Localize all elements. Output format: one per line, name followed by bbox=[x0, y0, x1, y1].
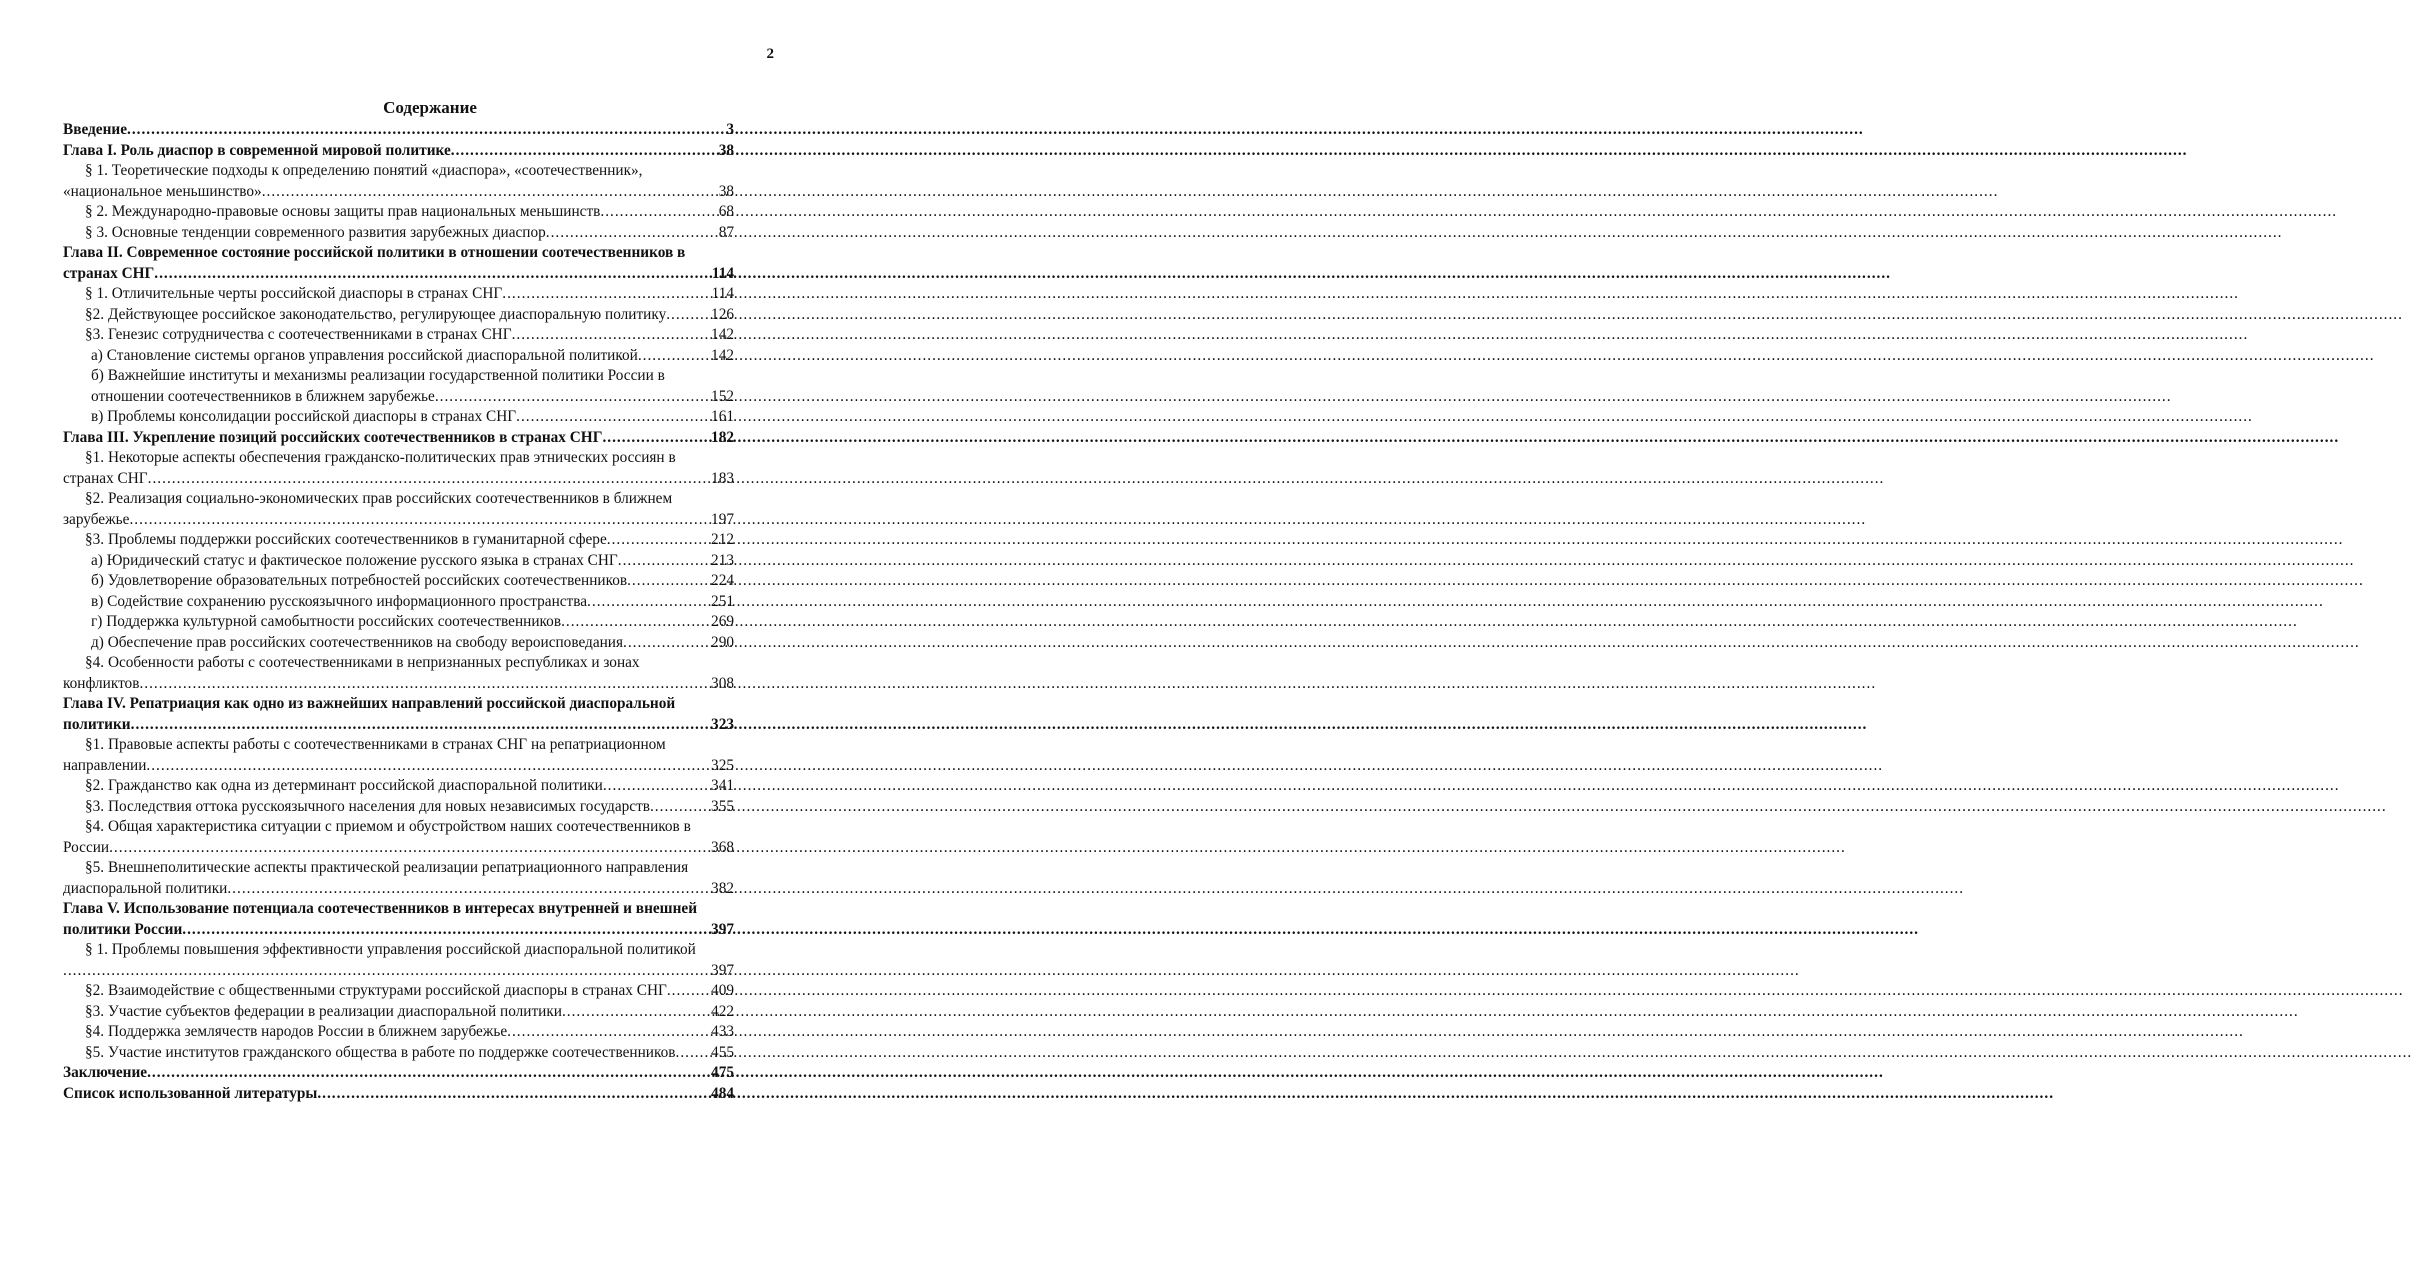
toc-entry-text: §4. Поддержка землячеств народов России в ближнем зарубежье bbox=[85, 1023, 508, 1040]
toc-page-number: 409 bbox=[711, 982, 734, 999]
dot-leader bbox=[561, 612, 711, 633]
toc-entry-text: б) Важнейшие институты и механизмы реализации государственной политики России в bbox=[91, 367, 665, 384]
toc-entry-text: странах СНГ bbox=[63, 264, 155, 282]
toc-entry-text: «национальное меньшинство» bbox=[63, 182, 262, 200]
toc-entry-text: §2. Реализация социально-экономических прав российских соотечественников в ближнем bbox=[85, 490, 673, 507]
toc-chapter-entry bbox=[63, 120, 734, 141]
toc-chapter-entry bbox=[63, 141, 734, 162]
toc-page-number: 323 bbox=[711, 715, 734, 733]
toc-entry-text: Введение bbox=[63, 121, 127, 138]
toc-page-number: 269 bbox=[711, 613, 734, 630]
toc-subsection-entry bbox=[63, 366, 734, 407]
toc-page-number: 341 bbox=[711, 777, 734, 794]
toc-section-entry bbox=[63, 797, 734, 818]
toc-entry-text: §3. Проблемы поддержки российских соотечественников в гуманитарной сфере bbox=[85, 531, 607, 548]
toc-chapter-entry bbox=[63, 1063, 734, 1084]
dot-leader bbox=[600, 202, 718, 223]
toc-entry-text: г) Поддержка культурной самобытности российских соотечественников bbox=[91, 613, 562, 630]
dot-leader bbox=[262, 182, 719, 203]
dot-leader bbox=[602, 428, 711, 449]
toc-page-number: 183 bbox=[711, 469, 734, 487]
toc-section-entry bbox=[63, 448, 734, 489]
toc-entry-text: §1. Правовые аспекты работы с соотечественниками в странах СНГ на репатриационном bbox=[85, 736, 666, 753]
dot-leader bbox=[562, 1002, 711, 1023]
toc-subsection-entry bbox=[63, 633, 734, 654]
dot-leader bbox=[451, 141, 719, 162]
toc-entry-text: Список использованной литературы bbox=[63, 1084, 318, 1102]
toc-section-entry bbox=[63, 202, 734, 223]
toc-section-entry bbox=[63, 161, 734, 202]
dot-leader bbox=[666, 305, 711, 326]
dot-leader bbox=[127, 120, 726, 141]
toc-page-number: 355 bbox=[711, 797, 734, 815]
toc-page-number: 142 bbox=[711, 346, 734, 364]
dot-leader bbox=[227, 879, 711, 900]
toc-entry-text: §1. Некоторые аспекты обеспечения гражданско-политических прав этнических россиян в bbox=[85, 449, 676, 466]
dot-leader bbox=[109, 838, 711, 859]
toc-chapter-entry bbox=[63, 428, 734, 449]
dot-leader bbox=[546, 223, 719, 244]
dot-leader bbox=[650, 797, 711, 818]
toc-entry-text: Глава II. Современное состояние российской политики в отношении соотечественников в bbox=[63, 244, 686, 261]
page-number: 2 bbox=[766, 46, 774, 62]
toc-entry-text: §3. Генезис сотрудничества с соотечественниками в странах СНГ bbox=[85, 326, 512, 343]
toc-page-number: 397 bbox=[711, 961, 734, 979]
dot-leader bbox=[154, 264, 712, 285]
toc-section-entry bbox=[63, 858, 734, 899]
dot-leader bbox=[618, 551, 711, 572]
toc-page-number: 152 bbox=[711, 387, 734, 405]
toc-entry-text: §4. Общая характеристика ситуации с приемом и обустройством наших соотечественников в bbox=[85, 818, 691, 835]
toc-page-number: 161 bbox=[711, 408, 734, 425]
toc-entry-text: Заключение bbox=[63, 1064, 148, 1081]
toc-entry-text: б) Удовлетворение образовательных потребностей российских соотечественников bbox=[91, 572, 628, 589]
dot-leader bbox=[129, 510, 711, 531]
toc-entry-text: § 1. Теоретические подходы к определению понятий «диаспора», «соотечественник», bbox=[85, 162, 643, 179]
toc-page-number: 126 bbox=[711, 305, 734, 323]
dot-leader bbox=[667, 981, 711, 1002]
toc-page-number: 308 bbox=[711, 674, 734, 692]
dot-leader bbox=[182, 920, 711, 941]
dot-leader bbox=[603, 776, 711, 797]
toc-page-number: 325 bbox=[711, 756, 734, 774]
dot-leader bbox=[131, 715, 711, 736]
toc-page-number: 87 bbox=[718, 223, 734, 241]
toc-entry-text: отношении соотечественников в ближнем зарубежье bbox=[91, 387, 435, 405]
toc-entry-text: в) Проблемы консолидации российской диаспоры в странах СНГ bbox=[91, 408, 517, 425]
toc-entry-text: §2. Взаимодействие с общественными структурами российской диаспоры в странах СНГ bbox=[85, 982, 667, 999]
toc-page-number: 422 bbox=[711, 1002, 734, 1020]
toc-entry-text: а) Юридический статус и фактическое положение русского языка в странах СНГ bbox=[91, 551, 618, 569]
toc-entry-text: политики России bbox=[63, 920, 183, 938]
toc-page-number: 68 bbox=[718, 203, 734, 220]
toc-section-entry bbox=[63, 940, 734, 981]
toc-page-number: 290 bbox=[711, 633, 734, 651]
toc-section-entry bbox=[63, 1043, 734, 1064]
toc-entry-text: конфликтов bbox=[63, 674, 140, 692]
toc-section-entry bbox=[63, 981, 734, 1002]
toc-title: Содержание bbox=[383, 98, 477, 117]
toc-entry-text: диаспоральной политики bbox=[63, 879, 228, 897]
toc-entry-text: Глава I. Роль диаспор в современной мировой политике bbox=[63, 141, 451, 159]
dot-leader bbox=[627, 571, 711, 592]
toc-entry-text: § 1. Отличительные черты российской диаспоры в странах СНГ bbox=[85, 285, 503, 302]
toc-page-number: 433 bbox=[711, 1023, 734, 1040]
toc-entry-text: § 3. Основные тенденции современного развития зарубежных диаспор bbox=[85, 223, 546, 241]
toc-entry-text: в) Содействие сохранению русскоязычного информационного пространства bbox=[91, 592, 588, 610]
toc-chapter-entry bbox=[63, 243, 734, 284]
table-of-contents bbox=[63, 120, 734, 1104]
dot-leader bbox=[512, 325, 711, 346]
dot-leader bbox=[317, 1084, 711, 1105]
toc-section-entry bbox=[63, 223, 734, 244]
toc-entry-text: § 2. Международно-правовые основы защиты прав национальных меньшинств bbox=[85, 203, 601, 220]
toc-subsection-entry bbox=[63, 346, 734, 367]
toc-entry-text: §5. Внешнеполитические аспекты практической реализации репатриационного направления bbox=[85, 859, 689, 876]
toc-subsection-entry bbox=[63, 407, 734, 428]
toc-chapter-entry bbox=[63, 1084, 734, 1105]
toc-page-number: 212 bbox=[711, 531, 734, 548]
dot-leader bbox=[148, 469, 711, 490]
toc-page-number: 397 bbox=[711, 920, 734, 938]
toc-page-number: 368 bbox=[711, 838, 734, 856]
toc-page-number: 197 bbox=[711, 510, 734, 528]
dot-leader bbox=[435, 387, 711, 408]
toc-section-entry bbox=[63, 653, 734, 694]
dot-leader bbox=[507, 1022, 711, 1043]
toc-page-number: 455 bbox=[711, 1043, 734, 1061]
toc-entry-text: § 1. Проблемы повышения эффективности управления российской диаспоральной политикой bbox=[85, 941, 696, 958]
toc-page-number: 382 bbox=[711, 879, 734, 897]
toc-section-entry bbox=[63, 1022, 734, 1043]
dot-leader bbox=[63, 961, 711, 982]
toc-page-number: 114 bbox=[711, 285, 734, 302]
dot-leader bbox=[623, 633, 711, 654]
toc-page-number: 142 bbox=[711, 326, 734, 343]
dot-leader bbox=[607, 530, 711, 551]
dot-leader bbox=[516, 407, 711, 428]
toc-page-number: 3 bbox=[726, 121, 734, 138]
toc-entry-text: а) Становление системы органов управления российской диаспоральной политикой bbox=[91, 346, 638, 364]
toc-entry-text: §3. Участие субъектов федерации в реализации диаспоральной политики bbox=[85, 1002, 562, 1020]
dot-leader bbox=[139, 674, 711, 695]
toc-page-number: 182 bbox=[711, 428, 734, 446]
toc-page-number: 38 bbox=[718, 141, 734, 159]
toc-section-entry bbox=[63, 489, 734, 530]
toc-entry-text: §4. Особенности работы с соотечественниками в непризнанных республиках и зонах bbox=[85, 654, 640, 671]
toc-page-number: 38 bbox=[718, 182, 734, 200]
toc-section-entry bbox=[63, 1002, 734, 1023]
toc-section-entry bbox=[63, 776, 734, 797]
toc-page-number: 251 bbox=[711, 592, 734, 610]
dot-leader bbox=[676, 1043, 712, 1064]
toc-section-entry bbox=[63, 735, 734, 776]
toc-subsection-entry bbox=[63, 571, 734, 592]
toc-entry-text: §2. Гражданство как одна из детерминант российской диаспоральной политики bbox=[85, 777, 603, 794]
toc-page-number: 114 bbox=[711, 264, 734, 282]
toc-entry-text: Глава V. Использование потенциала соотечественников в интересах внутренней и внешней bbox=[63, 900, 698, 917]
toc-chapter-entry bbox=[63, 899, 734, 940]
toc-entry-text: политики bbox=[63, 715, 131, 733]
toc-section-entry bbox=[63, 305, 734, 326]
toc-subsection-entry bbox=[63, 592, 734, 613]
toc-entry-text: Глава III. Укрепление позиций российских соотечественников в странах СНГ bbox=[63, 428, 603, 446]
toc-page-number: 484 bbox=[711, 1084, 734, 1102]
toc-section-entry bbox=[63, 284, 734, 305]
toc-chapter-entry bbox=[63, 694, 734, 735]
toc-entry-text: России bbox=[63, 838, 110, 856]
dot-leader bbox=[502, 284, 711, 305]
toc-entry-text: §5. Участие институтов гражданского общества в работе по поддержке соотечественников bbox=[85, 1043, 676, 1061]
toc-entry-text: направлении bbox=[63, 756, 147, 774]
toc-entry-text: §2. Действующее российское законодательство, регулирующее диаспоральную политику bbox=[85, 305, 667, 323]
toc-entry-text: странах СНГ bbox=[63, 469, 148, 487]
toc-section-entry bbox=[63, 817, 734, 858]
toc-section-entry bbox=[63, 325, 734, 346]
toc-entry-text: §3. Последствия оттока русскоязычного населения для новых независимых государств bbox=[85, 797, 650, 815]
toc-page-number: 224 bbox=[711, 572, 734, 589]
dot-leader bbox=[146, 756, 711, 777]
toc-subsection-entry bbox=[63, 551, 734, 572]
toc-subsection-entry bbox=[63, 612, 734, 633]
dot-leader bbox=[147, 1063, 711, 1084]
toc-section-entry bbox=[63, 530, 734, 551]
toc-entry-text: зарубежье bbox=[63, 510, 130, 528]
dot-leader bbox=[638, 346, 711, 367]
toc-entry-text: Глава IV. Репатриация как одно из важнейших направлений российской диаспоральной bbox=[63, 695, 676, 712]
toc-page-number: 475 bbox=[711, 1064, 734, 1081]
dot-leader bbox=[587, 592, 711, 613]
toc-page-number: 213 bbox=[711, 551, 734, 569]
toc-entry-text: д) Обеспечение прав российских соотечественников на свободу вероисповедания bbox=[91, 633, 624, 651]
